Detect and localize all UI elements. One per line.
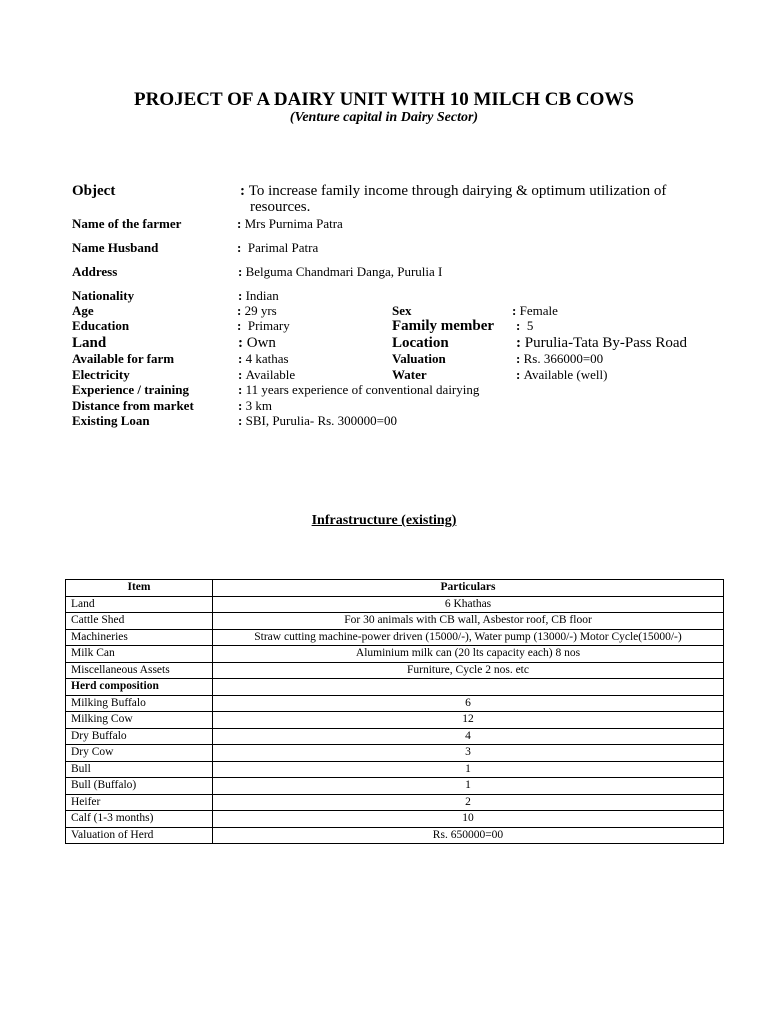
location-value: : Purulia-Tata By-Pass Road <box>516 335 688 351</box>
husband-label: Name Husband <box>72 240 159 255</box>
table-row <box>66 629 724 646</box>
water-label: Water <box>392 367 427 382</box>
loan-text: SBI, Purulia- Rs. 300000=00 <box>245 413 398 428</box>
age-value: : 29 yrs <box>237 303 277 318</box>
experience-value: : 11 years experience of conventional dairying <box>238 382 480 397</box>
farmer-value: : Mrs Purnima Patra <box>237 216 343 231</box>
water-text: Available (well) <box>523 367 608 382</box>
family-label: Family member <box>392 318 495 334</box>
infrastructure-heading: Infrastructure (existing) <box>311 513 457 528</box>
distance-label: Distance from market <box>72 398 194 413</box>
table-row <box>66 811 724 828</box>
cell-particulars: For 30 animals with CB wall, Asbestor roof, CB floor <box>213 613 724 630</box>
table-row <box>66 745 724 762</box>
family-value: : 5 <box>516 318 534 333</box>
cell-item: Dry Buffalo <box>66 728 213 745</box>
cell-particulars: Aluminium milk can (20 lts capacity each) 8 nos <box>213 646 724 663</box>
table-row <box>66 613 724 630</box>
valuation-value: : Rs. 366000=00 <box>516 351 604 366</box>
object-value: : To increase family income through dairying & optimum utilization of <box>240 183 667 199</box>
land-label: Land <box>72 335 107 351</box>
cell-particulars: 10 <box>213 811 724 828</box>
cell-item: Machineries <box>66 629 213 646</box>
document-title: PROJECT OF A DAIRY UNIT WITH 10 MILCH CB COWS <box>134 89 634 110</box>
nationality-text: Indian <box>245 288 279 303</box>
cell-item: Milking Cow <box>66 712 213 729</box>
sex-label: Sex <box>392 303 412 318</box>
infrastructure-table <box>65 579 724 844</box>
cell-particulars: Straw cutting machine-power driven (15000/-), Water pump (13000/-) Motor Cycle(15000/-) <box>213 629 724 646</box>
education-text: Primary <box>247 318 290 333</box>
table-header-row <box>66 580 724 597</box>
object-value-line2: resources. <box>250 199 311 215</box>
valuation-label: Valuation <box>392 351 446 366</box>
age-text: 29 yrs <box>244 303 277 318</box>
address-label: Address <box>72 264 118 279</box>
table-row <box>66 794 724 811</box>
cell-item: Heifer <box>66 794 213 811</box>
cell-particulars: 3 <box>213 745 724 762</box>
table-row <box>66 662 724 679</box>
cell-item: Milk Can <box>66 646 213 663</box>
farmer-label: Name of the farmer <box>72 216 182 231</box>
water-value: : Available (well) <box>516 367 608 382</box>
loan-label: Existing Loan <box>72 413 150 428</box>
family-text: 5 <box>526 318 534 333</box>
location-text: Purulia-Tata By-Pass Road <box>524 335 688 351</box>
cell-item: Cattle Shed <box>66 613 213 630</box>
column-header-particulars: Particulars <box>213 580 724 597</box>
cell-particulars: Rs. 650000=00 <box>213 827 724 844</box>
cell-item: Land <box>66 596 213 613</box>
experience-text: 11 years experience of conventional dairying <box>245 382 480 397</box>
electricity-value: : Available <box>238 367 296 382</box>
object-label: Object <box>72 183 116 199</box>
table-row <box>66 728 724 745</box>
cell-particulars: 4 <box>213 728 724 745</box>
nationality-label: Nationality <box>72 288 135 303</box>
document-subtitle: (Venture capital in Dairy Sector) <box>289 110 479 125</box>
cell-particulars: Furniture, Cycle 2 nos. etc <box>213 662 724 679</box>
distance-value: : 3 km <box>238 398 272 413</box>
age-label: Age <box>72 303 94 318</box>
education-label: Education <box>72 318 130 333</box>
land-value: : Own <box>238 335 276 351</box>
address-value: : Belguma Chandmari Danga, Purulia I <box>238 264 443 279</box>
distance-text: 3 km <box>245 398 272 413</box>
location-label: Location <box>392 335 449 351</box>
cell-item: Dry Cow <box>66 745 213 762</box>
column-header-item: Item <box>66 580 213 597</box>
cell-particulars: 2 <box>213 794 724 811</box>
table-row <box>66 827 724 844</box>
husband-value: : Parimal Patra <box>237 240 319 255</box>
table-row <box>66 712 724 729</box>
cell-particulars: 12 <box>213 712 724 729</box>
object-value-line1: To increase family income through dairying & optimum utilization of <box>248 183 667 199</box>
cell-item: Bull (Buffalo) <box>66 778 213 795</box>
cell-particulars: 6 Khathas <box>213 596 724 613</box>
loan-value: : SBI, Purulia- Rs. 300000=00 <box>238 413 398 428</box>
table-row <box>66 778 724 795</box>
cell-particulars: 6 <box>213 695 724 712</box>
cell-particulars: 1 <box>213 778 724 795</box>
table-row <box>66 646 724 663</box>
cell-particulars: 1 <box>213 761 724 778</box>
herd-composition-heading: Herd composition <box>66 679 213 696</box>
education-value: : Primary <box>237 318 290 333</box>
herd-section-row <box>66 679 724 696</box>
electricity-text: Available <box>245 367 296 382</box>
address-text: Belguma Chandmari Danga, Purulia I <box>245 264 443 279</box>
husband-name: Parimal Patra <box>247 240 319 255</box>
cell-item: Valuation of Herd <box>66 827 213 844</box>
available-value: : 4 kathas <box>238 351 289 366</box>
cell-item: Milking Buffalo <box>66 695 213 712</box>
valuation-text: Rs. 366000=00 <box>523 351 604 366</box>
table-row <box>66 695 724 712</box>
available-text: 4 kathas <box>245 351 289 366</box>
nationality-value: : Indian <box>238 288 279 303</box>
land-text: Own <box>246 335 276 351</box>
electricity-label: Electricity <box>72 367 130 382</box>
cell-item: Miscellaneous Assets <box>66 662 213 679</box>
cell-item: Bull <box>66 761 213 778</box>
cell-particulars <box>213 679 724 696</box>
sex-text: Female <box>519 303 558 318</box>
farmer-name: Mrs Purnima Patra <box>244 216 343 231</box>
table-row <box>66 596 724 613</box>
table-row <box>66 761 724 778</box>
available-label: Available for farm <box>72 351 175 366</box>
sex-value: : Female <box>512 303 558 318</box>
experience-label: Experience / training <box>72 382 189 397</box>
cell-item: Calf (1-3 months) <box>66 811 213 828</box>
